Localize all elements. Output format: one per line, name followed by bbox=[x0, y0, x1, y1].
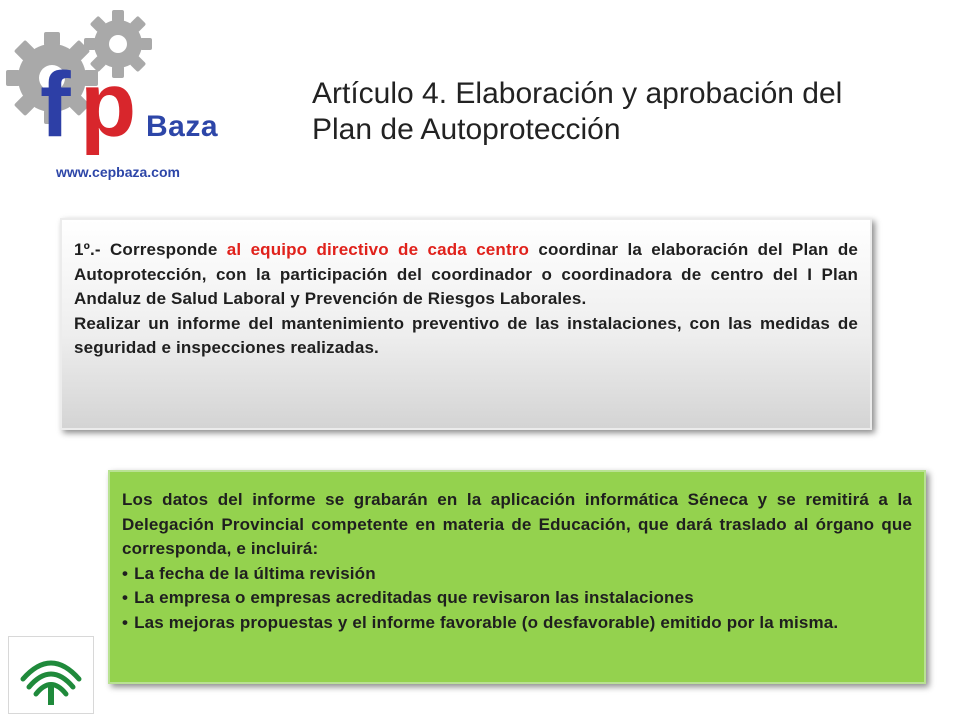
list-item: • Las mejoras propuestas y el informe favorable (o desfavorable) emitido por la misma. bbox=[122, 612, 839, 632]
junta-andalucia-icon bbox=[9, 637, 93, 713]
cep-baza-logo bbox=[0, 0, 240, 190]
list-item: • La fecha de la última revisión bbox=[122, 563, 376, 583]
highlight-directive-team: al equipo directivo de cada centro bbox=[226, 240, 530, 259]
list-item: • La empresa o empresas acreditadas que revisaron las instalaciones bbox=[122, 588, 694, 607]
bullet-icon: • bbox=[122, 588, 129, 607]
gears-icon bbox=[0, 0, 240, 190]
logo-name: Baza bbox=[146, 110, 219, 143]
logo-url[interactable]: www.cepbaza.com bbox=[56, 164, 180, 180]
box1-paragraph-2: Realizar un informe del mantenimiento preventivo de las instalaciones, con las medidas de seguridad e inspecciones realizadas. bbox=[74, 313, 858, 357]
junta-andalucia-logo bbox=[8, 636, 94, 714]
bullet-icon: • bbox=[122, 612, 129, 632]
report-data-box bbox=[108, 470, 926, 684]
report-items-list bbox=[122, 562, 912, 636]
box2-intro: Los datos del informe se grabarán en la aplicación informática Séneca y se remitirá a la Delegación Provincial competente en materia de Educación, que dará traslado al órgano que corresponda, e incluirá: bbox=[122, 490, 912, 558]
directive-team-box bbox=[60, 218, 872, 430]
svg-text:p: p bbox=[80, 54, 137, 156]
bullet-icon: • bbox=[122, 563, 129, 583]
box1-paragraph-1: 1º.- Corresponde al equipo directivo de cada centro coordinar la elaboración del Plan de Autoprotección, con la participación del coordinador o coordinadora de centro del I Plan Andaluz de Salud Laboral y Prevención de Riesgos Laborales. bbox=[74, 240, 858, 308]
svg-text:f: f bbox=[40, 54, 71, 156]
page-title: Artículo 4. Elaboración y aprobación del Plan de Autoprotección bbox=[312, 77, 843, 146]
